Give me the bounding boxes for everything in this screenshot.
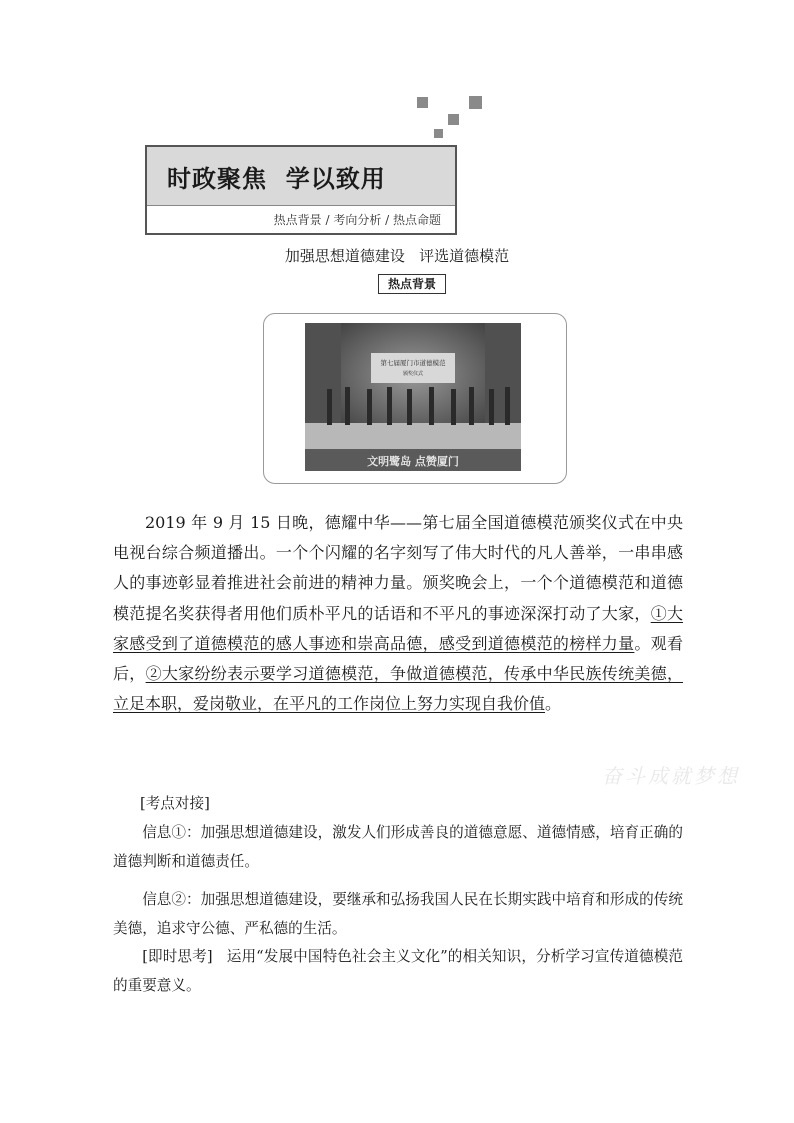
section-tag: 热点背景 <box>378 274 446 294</box>
decorative-square <box>469 96 482 109</box>
topic-title: 加强思想道德建设 评选道德模范 <box>284 247 510 265</box>
underlined-point-1: ①大家感受到了道德模范的感人事迹和崇高品德，感受到道德模范的榜样力量 <box>113 603 683 653</box>
screen-text-2: 颁奖仪式 <box>402 371 424 377</box>
paragraph-text: 。 <box>545 694 562 714</box>
section-banner <box>145 145 457 235</box>
watermark: 奋斗成就梦想 <box>602 764 740 788</box>
paragraph-text: 2019 年 9 月 15 日晚，德耀中华——第七届全国道德模范颁奖仪式在中央电视台综合频道播出。一个个闪耀的名字刻写了伟大时代的凡人善举，一串串感人的事迹彰显着推进社会前进的精神力量。颁奖晚会上，一个个道德模范和道德模范提名奖获得者用他们质朴平凡的话语和不平凡的事迹深深打动了大家， <box>113 513 683 623</box>
underlined-point-2: ②大家纷纷表示要学习道德模范，争做道德模范，传承中华民族传统美德，立足本职，爱岗敬业，在平凡的工作岗位上努力实现自我价值 <box>113 664 683 714</box>
ceremony-photo-illustration <box>305 323 521 471</box>
news-paragraph <box>113 508 683 719</box>
instant-thinking: [即时思考] 运用“发展中国特色社会主义文化”的相关知识，分析学习宣传道德模范的重要意义。 <box>113 948 683 994</box>
photo-banner-text: 文明鹭岛 点赞厦门 <box>367 455 459 468</box>
decorative-square <box>417 97 428 108</box>
banner-title: 时政聚焦 学以致用 <box>167 165 386 193</box>
info-2: 信息②：加强思想道德建设，要继承和弘扬我国人民在长期实践中培育和形成的传统美德，追求守公德、严私德的生活。 <box>113 891 683 937</box>
decorative-square <box>448 114 459 125</box>
ceremony-photo <box>305 323 521 471</box>
info-1: 信息①：加强思想道德建设，激发人们形成善良的道德意愿、道德情感，培育正确的道德判断和道德责任。 <box>113 824 683 870</box>
screen-text-1: 第七届厦门市道德模范 <box>380 359 446 367</box>
paragraph-text: 。观看后， <box>113 633 683 684</box>
decorative-square <box>434 129 443 138</box>
banner-subtitle: 热点背景 / 考向分析 / 热点命题 <box>273 213 441 227</box>
kaodian-heading: [考点对接] <box>140 795 210 812</box>
